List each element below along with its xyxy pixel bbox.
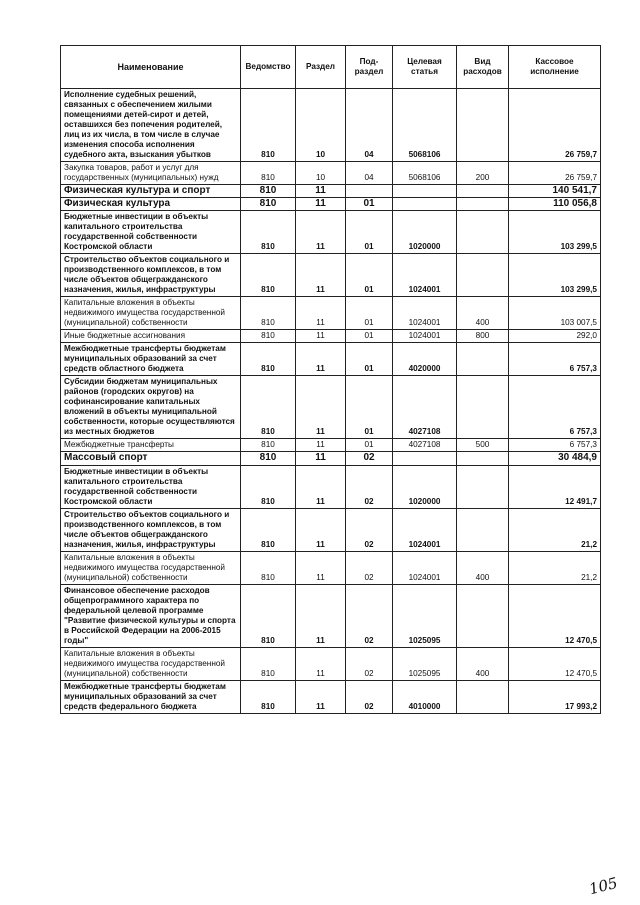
table-row bbox=[61, 465, 601, 508]
row-celevaya: 1024001 bbox=[393, 508, 457, 551]
row-name: Массовый спорт bbox=[61, 452, 241, 465]
row-amount: 103 299,5 bbox=[509, 254, 601, 297]
row-podrazdel bbox=[346, 185, 393, 198]
row-vid bbox=[457, 465, 509, 508]
row-name: Бюджетные инвестиции в объекты капитального строительства государственной собственности Костромской области bbox=[61, 211, 241, 254]
row-name: Исполнение судебных решений, связанных с обеспечением жилыми помещениями детей-сирот и детей, оставшихся без попечения родителей, лиц из их числа, в том числе в случае изменения способа исполнения судебного акта, взыскания убытков bbox=[61, 89, 241, 162]
row-podrazdel: 01 bbox=[346, 198, 393, 211]
row-amount: 17 993,2 bbox=[509, 680, 601, 713]
table-row bbox=[61, 439, 601, 452]
row-podrazdel: 01 bbox=[346, 439, 393, 452]
row-razdel: 11 bbox=[296, 343, 346, 376]
row-vid bbox=[457, 198, 509, 211]
row-vedomstvo: 810 bbox=[241, 452, 296, 465]
row-razdel: 11 bbox=[296, 680, 346, 713]
row-razdel: 11 bbox=[296, 254, 346, 297]
row-name: Капитальные вложения в объекты недвижимого имущества государственной (муниципальной) собственности bbox=[61, 647, 241, 680]
table-row bbox=[61, 584, 601, 647]
row-celevaya: 1020000 bbox=[393, 211, 457, 254]
row-name: Закупка товаров, работ и услуг для государственных (муниципальных) нужд bbox=[61, 162, 241, 185]
row-vid bbox=[457, 680, 509, 713]
row-amount: 6 757,3 bbox=[509, 439, 601, 452]
table-row bbox=[61, 508, 601, 551]
row-vedomstvo: 810 bbox=[241, 297, 296, 330]
table-row bbox=[61, 211, 601, 254]
row-vid bbox=[457, 584, 509, 647]
row-razdel: 10 bbox=[296, 162, 346, 185]
row-vedomstvo: 810 bbox=[241, 162, 296, 185]
row-celevaya: 4027108 bbox=[393, 439, 457, 452]
handwritten-page-number: 105 bbox=[587, 873, 620, 899]
row-amount: 12 470,5 bbox=[509, 584, 601, 647]
row-razdel: 11 bbox=[296, 439, 346, 452]
table-row bbox=[61, 254, 601, 297]
row-vid: 800 bbox=[457, 330, 509, 343]
row-razdel: 11 bbox=[296, 297, 346, 330]
row-name: Физическая культура bbox=[61, 198, 241, 211]
row-podrazdel: 04 bbox=[346, 89, 393, 162]
table-row bbox=[61, 185, 601, 198]
row-celevaya: 5068106 bbox=[393, 89, 457, 162]
row-vid bbox=[457, 452, 509, 465]
column-header-podrazdel: Под- раздел bbox=[346, 46, 393, 89]
row-amount: 292,0 bbox=[509, 330, 601, 343]
row-razdel: 11 bbox=[296, 211, 346, 254]
row-razdel: 11 bbox=[296, 198, 346, 211]
row-podrazdel: 01 bbox=[346, 376, 393, 439]
row-vid bbox=[457, 508, 509, 551]
row-amount: 6 757,3 bbox=[509, 376, 601, 439]
row-celevaya: 4020000 bbox=[393, 343, 457, 376]
row-vedomstvo: 810 bbox=[241, 254, 296, 297]
row-vid: 400 bbox=[457, 297, 509, 330]
row-vid: 400 bbox=[457, 647, 509, 680]
table-row bbox=[61, 198, 601, 211]
row-razdel: 11 bbox=[296, 376, 346, 439]
budget-table bbox=[60, 45, 601, 714]
row-name: Иные бюджетные ассигнования bbox=[61, 330, 241, 343]
row-name: Межбюджетные трансферты бюджетам муниципальных образований за счет средств федерального бюджета bbox=[61, 680, 241, 713]
row-amount: 12 470,5 bbox=[509, 647, 601, 680]
row-celevaya: 1025095 bbox=[393, 584, 457, 647]
row-podrazdel: 02 bbox=[346, 465, 393, 508]
column-header-celevaya: Целевая статья bbox=[393, 46, 457, 89]
row-name: Капитальные вложения в объекты недвижимого имущества государственной (муниципальной) собственности bbox=[61, 297, 241, 330]
table-row bbox=[61, 89, 601, 162]
row-vedomstvo: 810 bbox=[241, 198, 296, 211]
row-amount: 110 056,8 bbox=[509, 198, 601, 211]
column-header-kassovoe: Кассовое исполнение bbox=[509, 46, 601, 89]
row-name: Финансовое обеспечение расходов общепрограммного характера по федеральной целевой программе "Развитие физической культуры и спорта в Российской Федерации на 2006-2015 годы" bbox=[61, 584, 241, 647]
row-vid bbox=[457, 211, 509, 254]
row-vid bbox=[457, 254, 509, 297]
row-amount: 21,2 bbox=[509, 551, 601, 584]
row-vid bbox=[457, 376, 509, 439]
row-podrazdel: 04 bbox=[346, 162, 393, 185]
row-vid: 500 bbox=[457, 439, 509, 452]
row-vedomstvo: 810 bbox=[241, 343, 296, 376]
table-row bbox=[61, 343, 601, 376]
column-header-vid: Вид расходов bbox=[457, 46, 509, 89]
row-vid bbox=[457, 343, 509, 376]
row-podrazdel: 01 bbox=[346, 254, 393, 297]
row-podrazdel: 02 bbox=[346, 508, 393, 551]
row-celevaya: 4010000 bbox=[393, 680, 457, 713]
row-name: Бюджетные инвестиции в объекты капитального строительства государственной собственности Костромской области bbox=[61, 465, 241, 508]
document-page bbox=[60, 45, 600, 714]
row-vedomstvo: 810 bbox=[241, 376, 296, 439]
row-name: Межбюджетные трансферты бюджетам муниципальных образований за счет средств областного бюджета bbox=[61, 343, 241, 376]
row-vid bbox=[457, 185, 509, 198]
row-podrazdel: 02 bbox=[346, 551, 393, 584]
row-amount: 26 759,7 bbox=[509, 162, 601, 185]
row-razdel: 11 bbox=[296, 465, 346, 508]
row-celevaya: 1024001 bbox=[393, 551, 457, 584]
table-row bbox=[61, 647, 601, 680]
row-amount: 103 299,5 bbox=[509, 211, 601, 254]
row-razdel: 11 bbox=[296, 584, 346, 647]
row-podrazdel: 02 bbox=[346, 647, 393, 680]
row-name: Физическая культура и спорт bbox=[61, 185, 241, 198]
row-podrazdel: 01 bbox=[346, 343, 393, 376]
table-row bbox=[61, 452, 601, 465]
row-amount: 21,2 bbox=[509, 508, 601, 551]
row-celevaya: 1020000 bbox=[393, 465, 457, 508]
row-celevaya: 1024001 bbox=[393, 330, 457, 343]
row-vedomstvo: 810 bbox=[241, 551, 296, 584]
row-amount: 140 541,7 bbox=[509, 185, 601, 198]
row-celevaya: 1024001 bbox=[393, 254, 457, 297]
row-razdel: 11 bbox=[296, 508, 346, 551]
row-vid: 200 bbox=[457, 162, 509, 185]
row-podrazdel: 01 bbox=[346, 330, 393, 343]
table-row bbox=[61, 162, 601, 185]
row-amount: 6 757,3 bbox=[509, 343, 601, 376]
row-podrazdel: 02 bbox=[346, 680, 393, 713]
row-podrazdel: 01 bbox=[346, 211, 393, 254]
column-header-vedomstvo: Ведомство bbox=[241, 46, 296, 89]
row-vedomstvo: 810 bbox=[241, 584, 296, 647]
row-celevaya: 5068106 bbox=[393, 162, 457, 185]
row-razdel: 11 bbox=[296, 452, 346, 465]
table-row bbox=[61, 330, 601, 343]
row-name: Строительство объектов социального и производственного комплексов, в том числе объектов общегражданского назначения, жилья, инфраструктуры bbox=[61, 254, 241, 297]
row-name: Межбюджетные трансферты bbox=[61, 439, 241, 452]
row-celevaya: 1024001 bbox=[393, 297, 457, 330]
row-vedomstvo: 810 bbox=[241, 439, 296, 452]
row-amount: 12 491,7 bbox=[509, 465, 601, 508]
row-vedomstvo: 810 bbox=[241, 508, 296, 551]
row-name: Субсидии бюджетам муниципальных районов (городских округов) на софинансирование капитальных вложений в объекты муниципальной собственности, которые осуществляются из местных бюджетов bbox=[61, 376, 241, 439]
table-row bbox=[61, 376, 601, 439]
table-row bbox=[61, 680, 601, 713]
row-podrazdel: 01 bbox=[346, 297, 393, 330]
row-razdel: 11 bbox=[296, 185, 346, 198]
row-amount: 103 007,5 bbox=[509, 297, 601, 330]
row-vid bbox=[457, 89, 509, 162]
row-razdel: 11 bbox=[296, 551, 346, 584]
column-header-name: Наименование bbox=[61, 46, 241, 89]
row-celevaya bbox=[393, 198, 457, 211]
table-body bbox=[61, 89, 601, 714]
row-vedomstvo: 810 bbox=[241, 647, 296, 680]
table-row bbox=[61, 297, 601, 330]
row-vedomstvo: 810 bbox=[241, 680, 296, 713]
row-vedomstvo: 810 bbox=[241, 89, 296, 162]
row-razdel: 11 bbox=[296, 330, 346, 343]
row-podrazdel: 02 bbox=[346, 584, 393, 647]
row-name: Строительство объектов социального и производственного комплексов, в том числе объектов общегражданского назначения, жилья, инфраструктуры bbox=[61, 508, 241, 551]
row-vedomstvo: 810 bbox=[241, 211, 296, 254]
row-amount: 30 484,9 bbox=[509, 452, 601, 465]
table-row bbox=[61, 551, 601, 584]
row-vid: 400 bbox=[457, 551, 509, 584]
row-celevaya bbox=[393, 185, 457, 198]
row-celevaya: 4027108 bbox=[393, 376, 457, 439]
row-vedomstvo: 810 bbox=[241, 465, 296, 508]
row-vedomstvo: 810 bbox=[241, 330, 296, 343]
row-celevaya: 1025095 bbox=[393, 647, 457, 680]
row-vedomstvo: 810 bbox=[241, 185, 296, 198]
row-amount: 26 759,7 bbox=[509, 89, 601, 162]
row-celevaya bbox=[393, 452, 457, 465]
table-header-row bbox=[61, 46, 601, 89]
row-name: Капитальные вложения в объекты недвижимого имущества государственной (муниципальной) собственности bbox=[61, 551, 241, 584]
row-podrazdel: 02 bbox=[346, 452, 393, 465]
row-razdel: 10 bbox=[296, 89, 346, 162]
row-razdel: 11 bbox=[296, 647, 346, 680]
column-header-razdel: Раздел bbox=[296, 46, 346, 89]
